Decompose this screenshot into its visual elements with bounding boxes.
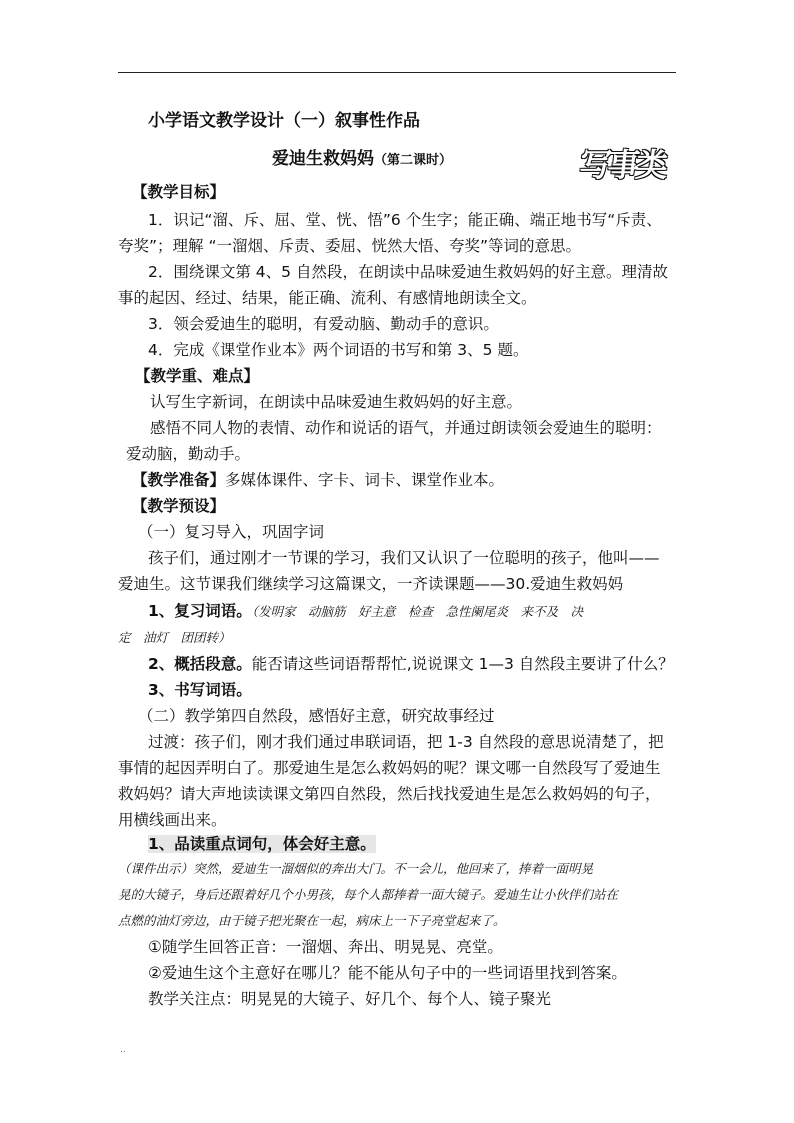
preparation-header: 【教学准备】 [132, 471, 226, 489]
key-point-2-line-a: 感悟不同人物的表情、动作和说话的语气，并通过朗读领会爱迪生的聪明： [150, 419, 662, 437]
part-1-line-a: 孩子们，通过刚才一节课的学习，我们又认识了一位聪明的孩子，他叫—— [148, 549, 660, 567]
goal-2-line-b: 事的起因、经过、结果，能正确、流利、有感情地朗读全文。 [118, 289, 537, 307]
key-point-2-line-b: 爱动脑，勤动手。 [126, 445, 251, 463]
plan-header: 【教学预设】 [132, 497, 226, 515]
preparation [132, 469, 504, 491]
footer-dots: .. [120, 1045, 126, 1055]
part-2-line-d: 用横线画出来。 [118, 811, 227, 829]
step-1-words-a: （发明家 动脑筋 好主意 检查 急性阑尾炎 来不及 决 [251, 604, 584, 619]
part-2-header: （二）教学第四自然段，感悟好主意，研究故事经过 [138, 707, 495, 725]
goal-1-line-a: 1．识记“溜、斥、屈、堂、恍、悟”6 个生字；能正确、端正地书写“斥责、 [148, 211, 662, 229]
step-2-text: 能否请这些词语帮帮忙,说说课文 1—3 自然段主要讲了什么？ [251, 655, 674, 673]
key-point-1: 认写生字新词，在朗读中品味爱迪生救妈妈的好主意。 [150, 393, 523, 411]
step-1-label: 1、复习词语。 [148, 602, 252, 620]
quote-line-b: 晃的大镜子，身后还跟着好几个小男孩，每个人都捧着一面大镜子。爱迪生让小伙伴们站在 [118, 887, 619, 902]
part-1-header: （一）复习导入，巩固字词 [138, 523, 325, 541]
step-2-label: 2、概括段意。 [148, 655, 252, 673]
step-1-words-b: 定 油灯 团团转） [118, 630, 231, 645]
sub-1-header [148, 833, 376, 855]
part-1-line-b: 爱迪生。这节课我们继续学习这篇课文，一齐读课题——30.爱迪生救妈妈 [118, 575, 624, 593]
header-rule [118, 72, 676, 73]
lesson-title [272, 148, 452, 172]
sub-1-header-text: 1、品读重点词句，体会好主意。 [148, 835, 376, 853]
part-2-line-c: 救妈妈？请大声地读读课文第四自然段，然后找找爱迪生是怎么救妈妈的句子， [118, 785, 661, 803]
part-2-line-a: 过渡：孩子们，刚才我们通过串联词语，把 1-3 自然段的意思说清楚了，把 [148, 733, 664, 751]
goal-2-line-a: 2．围绕课文第 4、5 自然段，在朗读中品味爱迪生救妈妈的好主意。理清故 [148, 263, 668, 281]
step-1 [148, 600, 583, 623]
quote-line-c: 点燃的油灯旁边，由于镜子把光聚在一起，病床上一下子亮堂起来了。 [118, 913, 506, 928]
goal-1-line-b: 夸奖”；理解 “一溜烟、斥责、委屈、恍然大悟、夸奖”等词的意思。 [118, 237, 582, 255]
quote-line-a: （课件出示）突然，爱迪生一溜烟似的奔出大门。不一会儿，他回来了，捧着一面明晃 [118, 861, 594, 876]
goal-4: 4．完成《课堂作业本》两个词语的书写和第 3、5 题。 [148, 341, 529, 359]
preparation-text: 多媒体课件、字卡、词卡、课堂作业本。 [225, 471, 505, 489]
lesson-title-text: 爱迪生救妈妈 [272, 149, 374, 169]
circled-point-2: ②爱迪生这个主意好在哪儿？能不能从句子中的一些词语里找到答案。 [148, 964, 627, 982]
lesson-subtitle: （第二课时） [374, 153, 453, 168]
document-title: 小学语文教学设计（一）叙事性作品 [148, 111, 420, 131]
part-2-line-b: 事情的起因弄明白了。那爱迪生是怎么救妈妈的呢？课文哪一自然段写了爱迪生 [118, 759, 661, 777]
teaching-focus: 教学关注点：明晃晃的大镜子、好几个、每个人、镜子聚光 [148, 990, 552, 1008]
goals-header: 【教学目标】 [132, 183, 226, 201]
step-3-label: 3、书写词语。 [148, 681, 252, 699]
category-stamp: 写事类 [577, 146, 666, 184]
key-points-header: 【教学重、难点】 [135, 367, 260, 385]
goal-3: 3．领会爱迪生的聪明，有爱动脑、勤动手的意识。 [148, 315, 499, 333]
step-2 [148, 653, 674, 675]
circled-point-1: ①随学生回答正音：一溜烟、奔出、明晃晃、亮堂。 [148, 938, 503, 956]
